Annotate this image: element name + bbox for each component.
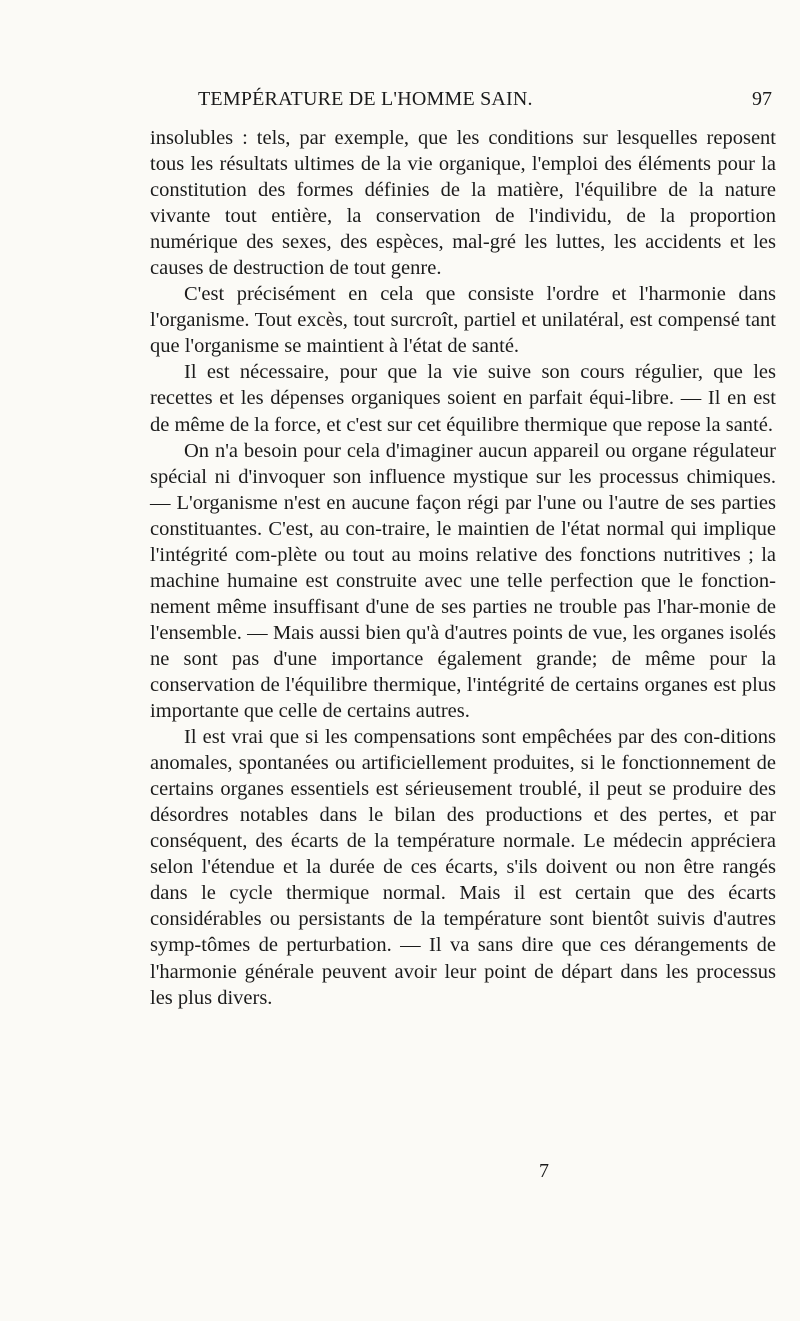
paragraph: On n'a besoin pour cela d'imaginer aucun appareil ou organe régulateur spécial ni d'invoquer son influence mystique sur les processus chimiques. — L'organisme n'est en aucune façon régi par l'une ou l'autre de ses parties constituantes. C'est, au con-traire, le maintien de l'état normal qui implique l'intégrité com-plète ou tout au moins relative des fonctions nutritives ; la machine humaine est construite avec une telle perfection que le fonction-nement même insuffisant d'une de ses parties ne trouble pas l'har-monie de l'ensemble. — Mais aussi bien qu'à d'autres points de vue, les organes isolés ne sont pas d'une importance également grande; de même pour la conservation de l'équilibre thermique, l'intégrité de certains organes est plus importante que celle de certains autres. [150, 439, 776, 723]
signature-mark: 7 [539, 1160, 549, 1182]
paragraph: insolubles : tels, par exemple, que les conditions sur lesquelles reposent tous les résultats ultimes de la vie organique, l'emploi des éléments pour la constitution des formes définies de la matière, l'équilibre de la nature vivante tout entière, la conservation de l'individu, de la proportion numérique des sexes, des espèces, mal-gré les luttes, les accidents et les causes de destruction de tout genre. [150, 127, 776, 280]
page-number: 97 [752, 88, 772, 110]
paragraph: Il est nécessaire, pour que la vie suive son cours régulier, que les recettes et les dépenses organiques soient en parfait équi-libre. — Il en est de même de la force, et c'est sur cet équilibre thermique que repose la santé. [150, 361, 776, 436]
paragraph: C'est précisément en cela que consiste l'ordre et l'harmonie dans l'organisme. Tout excès, tout surcroît, partiel et unilatéral, est compensé tant que l'organisme se maintient à l'état de santé. [150, 283, 776, 358]
paragraph: Il est vrai que si les compensations sont empêchées par des con-ditions anomales, spontanées ou artificiellement produites, si le fonctionnement de certains organes essentiels est sérieusement troublé, il peut se produire des désordres notables dans le bilan des productions et des pertes, et par conséquent, des écarts de la température normale. Le médecin appréciera selon l'étendue et la durée de ces écarts, s'ils doivent ou non être rangés dans le cycle thermique normal. Mais il est certain que des écarts considérables ou persistants de la température sont bientôt suivis d'autres symp-tômes de perturbation. — Il va sans dire que ces dérangements de l'harmonie générale peuvent avoir leur point de départ dans les processus les plus divers. [150, 726, 776, 1009]
body-text [150, 125, 776, 1011]
running-head: TEMPÉRATURE DE L'HOMME SAIN. [198, 88, 533, 110]
